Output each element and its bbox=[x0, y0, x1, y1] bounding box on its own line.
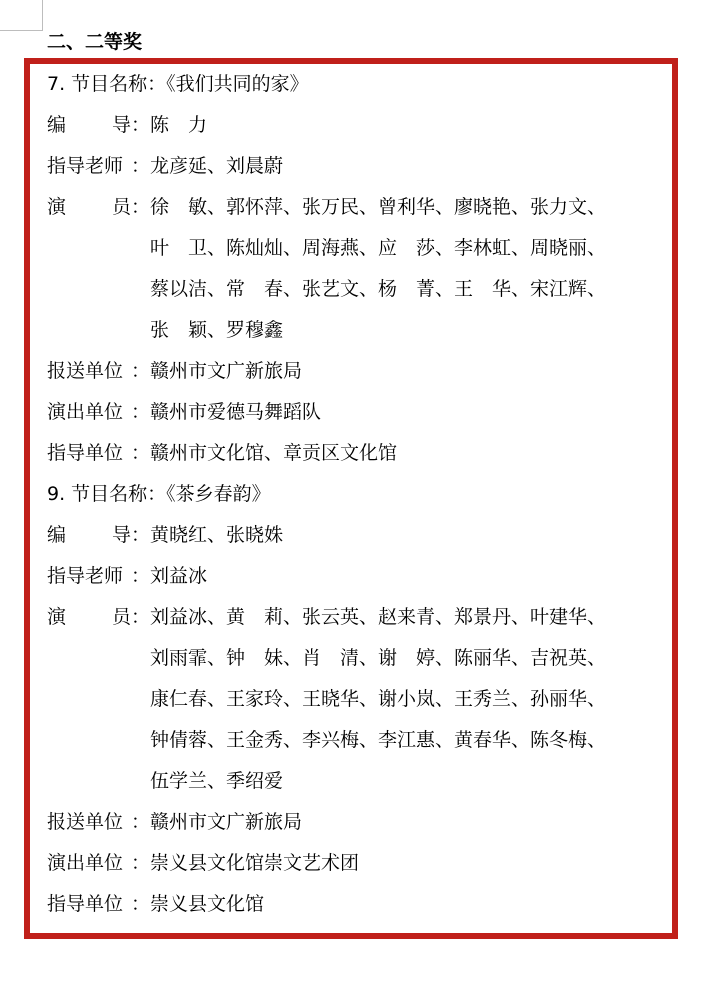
performers-line: 钟倩蓉、王金秀、李兴梅、李江惠、黄春华、陈冬梅、 bbox=[150, 729, 607, 751]
performing-unit-row bbox=[47, 392, 657, 433]
performing-unit-row bbox=[47, 843, 657, 884]
submitting-unit-value: 赣州市文广新旅局 bbox=[150, 360, 303, 382]
instructor-label: 指导老师 ： bbox=[47, 155, 150, 177]
submitting-unit-label: 报送单位 ： bbox=[47, 360, 150, 382]
section-heading: 二、二等奖 bbox=[47, 31, 143, 53]
choreographer-value: 黄晓红、张晓姝 bbox=[150, 524, 284, 546]
instructor-label: 指导老师 ： bbox=[47, 565, 150, 587]
choreographer-value: 陈 力 bbox=[150, 114, 208, 136]
performers-line: 徐 敏、郭怀萍、张万民、曾利华、廖晓艳、张力文、 bbox=[150, 196, 607, 218]
performers-row bbox=[47, 187, 657, 351]
performers-line: 康仁春、王家玲、王晓华、谢小岚、王秀兰、孙丽华、 bbox=[150, 688, 607, 710]
submitting-unit-value: 赣州市文广新旅局 bbox=[150, 811, 303, 833]
performers-line: 叶 卫、陈灿灿、周海燕、应 莎、李林虹、周晓丽、 bbox=[150, 237, 607, 259]
entry-list bbox=[47, 64, 657, 925]
instructor-value: 刘益冰 bbox=[150, 565, 208, 587]
guiding-unit-value: 崇义县文化馆 bbox=[150, 893, 265, 915]
program-title-row bbox=[47, 64, 657, 105]
page-corner-mark bbox=[0, 0, 43, 31]
program-title: 《茶乡春韵》 bbox=[166, 483, 271, 505]
performers-label: 演 员 ： bbox=[47, 606, 150, 628]
instructor-row bbox=[47, 146, 657, 187]
performers-label: 演 员 ： bbox=[47, 196, 150, 218]
performing-unit-value: 崇义县文化馆崇文艺术团 bbox=[150, 852, 360, 874]
choreographer-label: 编 导 ： bbox=[47, 114, 150, 136]
submitting-unit-row bbox=[47, 351, 657, 392]
performers-line: 伍学兰、季绍爱 bbox=[150, 770, 284, 792]
performers-value bbox=[150, 187, 606, 351]
choreographer-row bbox=[47, 515, 657, 556]
guiding-unit-value: 赣州市文化馆、章贡区文化馆 bbox=[150, 442, 398, 464]
instructor-value: 龙彦延、刘晨蔚 bbox=[150, 155, 284, 177]
guiding-unit-label: 指导单位 ： bbox=[47, 893, 150, 915]
performers-value bbox=[150, 597, 606, 802]
guiding-unit-row bbox=[47, 884, 657, 925]
program-number-label: 7. 节目名称： bbox=[47, 73, 167, 95]
program-title-row bbox=[47, 474, 657, 515]
performers-row bbox=[47, 597, 657, 802]
instructor-row bbox=[47, 556, 657, 597]
submitting-unit-label: 报送单位 ： bbox=[47, 811, 150, 833]
performers-line: 蔡以洁、常 春、张艺文、杨 菁、王 华、宋江辉、 bbox=[150, 278, 607, 300]
performers-line: 刘益冰、黄 莉、张云英、赵来青、郑景丹、叶建华、 bbox=[150, 606, 607, 628]
performers-line: 张 颖、罗穆鑫 bbox=[150, 319, 284, 341]
performing-unit-label: 演出单位 ： bbox=[47, 401, 150, 423]
choreographer-row bbox=[47, 105, 657, 146]
performing-unit-label: 演出单位 ： bbox=[47, 852, 150, 874]
performing-unit-value: 赣州市爱德马舞蹈队 bbox=[150, 401, 322, 423]
submitting-unit-row bbox=[47, 802, 657, 843]
performers-line: 刘雨霏、钟 妹、肖 清、谢 婷、陈丽华、吉祝英、 bbox=[150, 647, 607, 669]
choreographer-label: 编 导 ： bbox=[47, 524, 150, 546]
program-number-label: 9. 节目名称： bbox=[47, 483, 167, 505]
guiding-unit-row bbox=[47, 433, 657, 474]
program-title: 《我们共同的家》 bbox=[166, 73, 309, 95]
guiding-unit-label: 指导单位 ： bbox=[47, 442, 150, 464]
